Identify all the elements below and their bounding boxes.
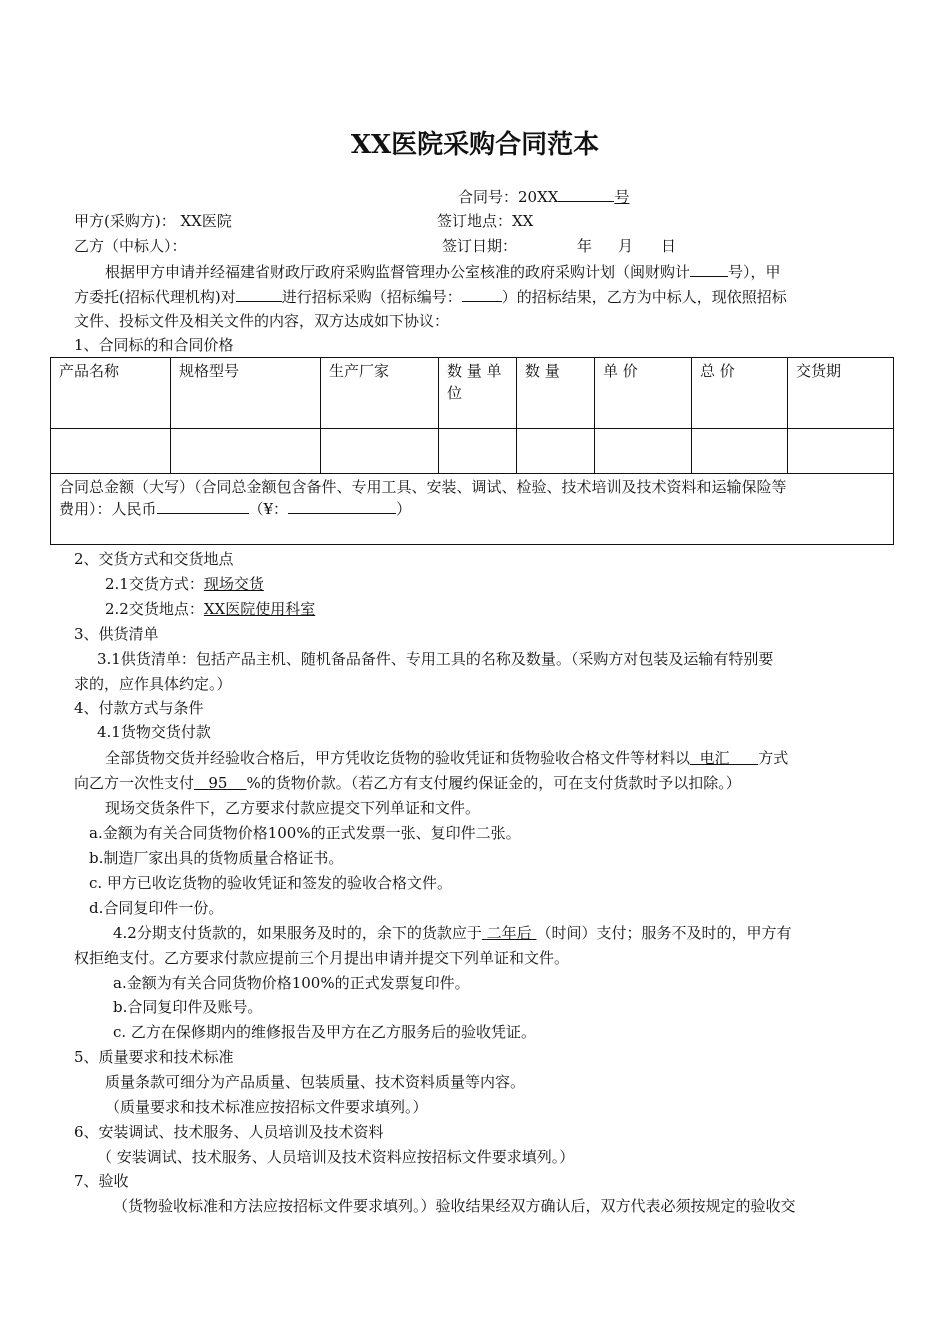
table-cell: [517, 429, 595, 474]
intro-line-2: [74, 286, 787, 307]
section-4-heading: 4、付款方式与条件: [74, 699, 204, 717]
party-a: 甲方(采购方)： XX医院: [74, 212, 232, 230]
table-cell: [692, 429, 788, 474]
total-amount-line-1: 合同总金额（大写）（合同总金额包含备件、专用工具、安装、调试、检验、技术培训及技术资料和运输保险等: [59, 478, 787, 496]
delivery-place-value: XX医院使用科室: [203, 600, 316, 618]
tender-number-blank: [462, 286, 502, 302]
header-quantity: 数 量: [517, 358, 595, 429]
header-manufacturer: 生产厂家: [321, 358, 439, 429]
installation-line-1: （ 安装调试、技术服务、人员培训及技术资料应按招标文件要求填列。）: [97, 1148, 575, 1166]
header-unit: 数 量 单 位: [439, 358, 517, 429]
delivery-method-value: 现场交货: [203, 575, 264, 593]
header-unit-price: 单 价: [595, 358, 692, 429]
section-5-heading: 5、质量要求和技术标准: [74, 1048, 234, 1066]
installment-doc-a: a.金额为有关合同货物价格100%的正式发票复印件。: [113, 974, 470, 992]
section-3-heading: 3、供货清单: [74, 625, 159, 643]
payment-line-1: [105, 748, 788, 768]
quality-line-2: （质量要求和技术标准应按招标文件要求填列。）: [105, 1098, 428, 1116]
installment-text-b: （时间）支付；服务不及时的，甲方有: [536, 924, 792, 942]
payment-sub-1: 4.1货物交货付款: [97, 723, 211, 741]
table-cell: [788, 429, 894, 474]
supply-list-line-2: 求的，应作具体约定。）: [74, 675, 232, 693]
contract-table: [50, 357, 894, 545]
total-rmb-label: 费用）：人民币: [59, 500, 157, 518]
installment-doc-c: c. 乙方在保修期内的维修报告及甲方在乙方服务后的验收凭证。: [113, 1023, 536, 1041]
payment-condition: 现场交货条件下，乙方要求付款应提交下列单证和文件。: [105, 799, 481, 817]
doc-item-c: c. 甲方已收讫货物的验收凭证和签发的验收合格文件。: [89, 874, 452, 892]
sign-place: 签订地点：XX: [437, 212, 534, 230]
doc-item-a: a.金额为有关合同货物价格100%的正式发票一张、复印件二张。: [89, 824, 521, 842]
section-6-heading: 6、安装调试、技术服务、人员培训及技术资料: [74, 1123, 384, 1141]
contract-number-blank: [558, 186, 614, 202]
header-total-price: 总 价: [692, 358, 788, 429]
section-1-heading: 1、合同标的和合同价格: [74, 336, 234, 354]
delivery-place: [105, 599, 315, 619]
total-close: ）: [396, 500, 412, 518]
payment-method-value: 电汇: [699, 749, 730, 767]
table-cell: [51, 429, 171, 474]
payment-text-c: 向乙方一次性支付: [74, 774, 195, 792]
table-cell: [595, 429, 692, 474]
total-yen-blank: [288, 498, 396, 514]
intro-text-3: 方委托(招标代理机构)对: [74, 288, 236, 306]
total-amount-cell: [51, 474, 894, 545]
contract-number-suffix: 号: [614, 188, 630, 206]
installment-line-2: 权拒绝支付。乙方要求付款应提前三个月提出申请并提交下列单证和文件。: [74, 949, 570, 967]
intro-text-1: 根据甲方申请并经福建省财政厅政府采购监督管理办公室核准的政府采购计划（闽财购计: [105, 263, 691, 281]
installment-text-a: 4.2分期支付货款的，如果服务及时的，余下的货款应于: [113, 924, 482, 942]
document-title: XX医院采购合同范本: [350, 130, 600, 160]
intro-line-1: [105, 261, 781, 282]
header-product-name: 产品名称: [51, 358, 171, 429]
installment-line-1: [113, 923, 791, 943]
payment-percent: [194, 774, 246, 792]
installment-doc-b: b.合同复印件及账号。: [113, 998, 263, 1016]
quality-line-1: 质量条款可细分为产品质量、包装质量、技术资料质量等内容。: [105, 1073, 526, 1091]
project-blank: [236, 286, 282, 302]
payment-line-2: [74, 773, 741, 793]
sign-date-label: 签订日期：: [442, 237, 518, 255]
intro-line-3: 文件、投标文件及相关文件的内容，双方达成如下协议：: [74, 312, 450, 330]
contract-number-label: 合同号：20XX: [458, 188, 559, 206]
doc-item-d: d.合同复印件一份。: [89, 899, 224, 917]
section-7-heading: 7、验收: [74, 1172, 129, 1190]
table-cell: [171, 429, 321, 474]
table-total-row: [51, 474, 894, 545]
sign-date-month: 月: [618, 237, 634, 255]
total-amount-line-2: [59, 498, 885, 520]
installment-term-value: 二年后: [486, 924, 532, 942]
total-yen-label: （¥：: [248, 500, 289, 518]
delivery-method-label: 2.1交货方式：: [105, 575, 204, 593]
sign-date: [442, 236, 676, 256]
table-row: [51, 429, 894, 474]
table-cell: [439, 429, 517, 474]
acceptance-line-1: （货物验收标准和方法应按招标文件要求填列。）验收结果经双方确认后，双方代表必须按规定的验收交: [113, 1197, 796, 1215]
section-2-heading: 2、交货方式和交货地点: [74, 550, 234, 568]
intro-text-4: 进行招标采购（招标编号：: [281, 288, 462, 306]
sign-date-year: 年: [577, 237, 593, 255]
delivery-method: [105, 574, 264, 594]
supply-list-line-1: 3.1供货清单：包括产品主机、随机备品备件、专用工具的名称及数量。（采购方对包装及运输有特别要: [97, 650, 774, 668]
total-rmb-blank: [157, 498, 249, 514]
payment-text-a: 全部货物交货并经验收合格后，甲方凭收讫货物的验收凭证和货物验收合格文件等材料以: [105, 749, 691, 767]
intro-text-5: ）的招标结果，乙方为中标人，现依照招标: [501, 288, 787, 306]
plan-number-blank: [690, 261, 728, 277]
table-cell: [321, 429, 439, 474]
header-delivery-period: 交货期: [788, 358, 894, 429]
payment-percent-value: 95: [208, 774, 228, 792]
doc-item-b: b.制造厂家出具的货物质量合格证书。: [89, 849, 344, 867]
contract-number: [458, 186, 629, 207]
intro-text-2: 号），甲: [728, 263, 781, 281]
payment-method: [690, 749, 758, 767]
table-header-row: [51, 358, 894, 429]
sign-date-day: 日: [661, 237, 677, 255]
payment-text-d: %的货物价款。（若乙方有支付履约保证金的，可在支付货款时予以扣除。）: [246, 774, 741, 792]
payment-text-b: 方式: [758, 749, 789, 767]
header-spec-model: 规格型号: [171, 358, 321, 429]
party-b: 乙方（中标人）：: [74, 237, 187, 255]
installment-term: [482, 924, 537, 942]
delivery-place-label: 2.2交货地点：: [105, 600, 204, 618]
